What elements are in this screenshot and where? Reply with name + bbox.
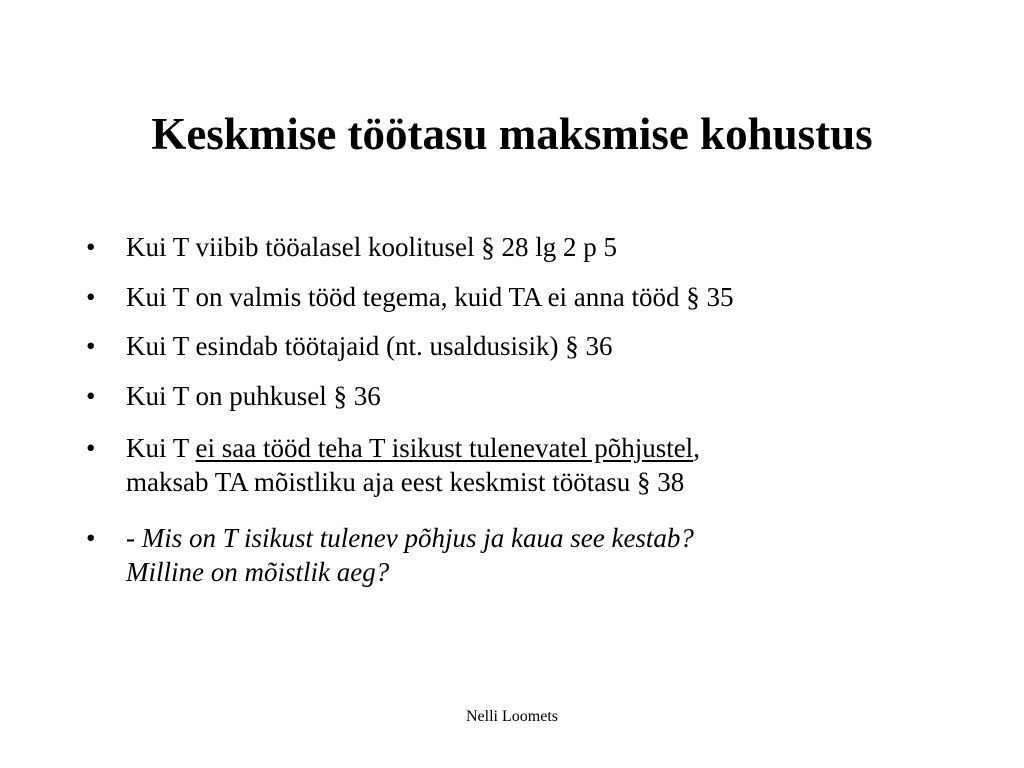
bullet-icon: • [86, 381, 96, 411]
bullet-icon: • [86, 331, 96, 361]
bullet-icon: • [86, 232, 96, 262]
bullet-item [86, 379, 916, 413]
italic-question: Mis on T isikust tulenev põhjus ja kaua see kestab? [141, 523, 694, 553]
bullet-text: Kui T viibib tööalasel koolitusel § 28 lg 2 p 5 [126, 232, 617, 262]
underlined-phrase: ei saa tööd teha T isikust tulenevatel põhjustel [195, 433, 694, 463]
bullet-text: Kui T on puhkusel § 36 [126, 381, 381, 411]
bullet-prefix: - [126, 523, 142, 553]
bullet-icon: • [86, 523, 96, 553]
bullet-text [126, 431, 916, 499]
bullet-text: Kui T on valmis tööd tegema, kuid TA ei anna tööd § 35 [126, 282, 734, 312]
slide-title: Keskmise töötasu maksmise kohustus [151, 109, 873, 159]
bullet-item [86, 280, 916, 314]
bullet-text: Kui T esindab töötajaid (nt. usaldusisik) § 36 [126, 331, 613, 361]
bullet-icon: • [86, 433, 96, 463]
bullet-icon: • [86, 282, 96, 312]
bullet-suffix: , [693, 433, 700, 463]
bullet-prefix: Kui T [126, 433, 196, 463]
bullet-item [86, 431, 916, 499]
footer-author: Nelli Loomets [466, 708, 558, 725]
bullet-item [86, 329, 916, 363]
bullet-item [86, 521, 916, 589]
bullet-line2: maksab TA mõistliku aja eest keskmist töötasu § 38 [126, 467, 685, 497]
bullet-text [126, 521, 916, 589]
bullet-item [86, 230, 916, 264]
italic-question-line2: Milline on mõistlik aeg? [126, 557, 390, 587]
